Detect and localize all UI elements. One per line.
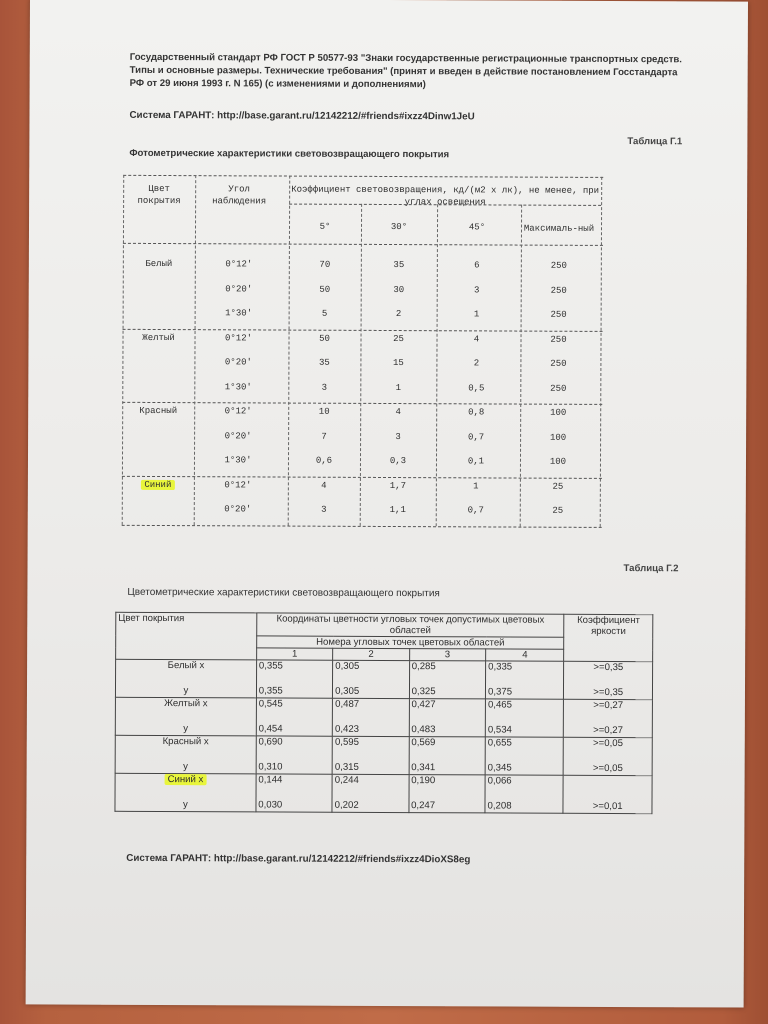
t2-col-bright: Коэффициент яркости [564,614,653,661]
table2-x-value: 0,569 [411,737,436,749]
table-column-rule [122,175,125,525]
t2-body [115,659,653,813]
table2-label: Таблица Г.2 [623,563,679,575]
t1-sub-30: 30° [390,222,408,233]
table2-b1: >=0,05 [593,737,623,750]
table2-cell [409,661,486,699]
table1-cell-v45: 1 [473,480,479,491]
table2-row [115,659,652,699]
table1-color-label: Красный [139,405,178,417]
table2-row-label [115,735,256,774]
table2-x-value: 0,066 [487,775,512,787]
table1-cell-max: 250 [550,285,567,296]
table1-cell-max: 250 [550,358,567,369]
table-column-rule [600,177,603,527]
table2-cell [256,736,333,774]
table1-cell-max: 100 [549,432,567,443]
table2-y-value: 0,305 [335,685,360,697]
table1-cell-v30: 15 [392,358,404,369]
table1-cell-v5: 4 [321,480,327,491]
t2-col-coord: Координаты цветности угловых точек допустимых цветовых областей [257,613,565,637]
document-page [26,0,748,1008]
table2-y-value: 0,423 [334,723,360,735]
table2-label-x: Белый x [167,660,205,672]
table1-cell-v30: 25 [393,333,404,344]
t1-col-coef: Коэффициент световозвращения, кд/(м2 х лк), не менее, при углах освещения [291,184,600,208]
table2-cell [409,737,486,775]
table2-x-value: 0,595 [334,736,360,748]
table2-y-value: 0,208 [487,800,512,812]
table1-cell-angle: 0°20' [224,357,252,368]
table2-y-value: 0,341 [411,762,436,774]
table1-cell-v45: 6 [474,260,480,271]
table2-cell [485,699,564,737]
table1-cell-v5: 35 [318,357,330,368]
table2-cell [256,774,333,812]
photometric-table [122,173,604,525]
table2-x-value: 0,427 [411,699,436,711]
table2-y-value: 0,315 [334,761,359,773]
table1-cell-angle: 1°30' [224,381,252,392]
table2-cell [332,698,409,736]
table1-title: Фотометрические характеристики световозвращающего покрытия [129,147,450,161]
table-rule [122,524,602,527]
table2-row [115,773,652,813]
t1-sub-5: 5° [319,221,331,232]
table2-y-value: 0,483 [411,724,436,736]
table2-cell [409,699,486,737]
table2-row [115,697,652,737]
table1-cell-v30: 1 [395,382,402,393]
table2-x-value: 0,190 [411,775,436,787]
table1-color-label: Белый [145,258,173,270]
table2-y-value: 0,310 [258,761,283,773]
table2-x-value: 0,144 [258,774,283,786]
table2-label-x: Красный x [162,736,209,748]
standard-header-text: Государственный стандарт РФ ГОСТ Р 50577-93 "Знаки государственные регистрационные транспортных средств. Типы и основные размеры. Технические требования" (принят и введен в действие постановлением Госстандарта РФ от 29 июня 1993 г. N 165) (с изменениями и дополнениями) [129,51,683,91]
table1-cell-v5: 3 [321,504,327,515]
table2-y-value: 0,345 [487,762,512,774]
table2-x-value: 0,690 [258,736,283,748]
table2-b1 [566,776,650,787]
table1-cell-v45: 2 [473,358,480,369]
table2-y-value: 0,325 [411,686,436,698]
table2-x-value: 0,355 [258,660,283,672]
table1-cell-v30: 4 [395,407,401,418]
table1-cell-angle: 0°20' [224,430,252,441]
table2-x-value: 0,285 [411,661,436,673]
table1-color-2 [128,406,188,416]
table2-label-y: y [182,799,188,811]
table1-cell-angle: 0°12' [224,332,253,343]
table1-cell-v30: 3 [395,431,401,442]
t1-col-angle: Угол наблюдения [212,184,267,207]
table2-cell [485,775,564,813]
t2-point-1: 1 [256,648,332,660]
table1-cell-v45: 0,1 [467,456,485,467]
table1-cell-max: 25 [552,481,564,492]
table2-b2: >=0,35 [593,686,624,699]
table1-cell-v30: 30 [393,284,405,295]
table2-label-y: y [183,723,189,735]
t2-point-3: 3 [409,649,485,661]
table2-row-label [115,773,256,812]
table2-y-value: 0,454 [258,723,283,735]
table2-b1: >=0,35 [593,661,624,674]
table1-cell-v5: 5 [321,308,328,319]
table2-cell [485,661,564,699]
table1-cell-v45: 4 [473,333,480,344]
table1-cell-v45: 0,7 [467,505,484,516]
table2-cell [409,775,486,813]
table2-row [115,735,652,775]
table2-brightness [564,661,653,699]
table1-cell-v5: 50 [319,333,330,344]
table2-label-x: Желтый x [164,698,208,710]
table2-brightness [564,737,653,775]
t1-col-color: Цвет покрытия [137,183,181,207]
table2-y-value: 0,534 [487,724,512,736]
table2-brightness [563,775,652,813]
table1-cell-max: 25 [552,505,564,516]
table-column-rule [194,175,197,525]
table2-y-value: 0,030 [258,799,283,811]
table2-cell [332,736,409,774]
table1-label: Таблица Г.1 [627,136,683,148]
t1-sub-max: Максималь-ный [523,223,595,234]
table2-x-value: 0,244 [334,774,359,786]
table1-cell-angle: 0°12' [224,479,252,490]
table2-title: Цветометрические характеристики световозвращающего покрытия [127,586,440,600]
table2-x-value: 0,335 [488,661,513,673]
table2-x-value: 0,305 [335,660,360,672]
table1-cell-v5: 0,6 [315,455,333,466]
table1-cell-v30: 0,3 [389,456,407,467]
table2-x-value: 0,465 [487,699,513,711]
table1-cell-angle: 0°20' [224,504,252,515]
table1-cell-angle: 0°12' [224,406,252,417]
table2-cell [332,774,409,812]
table1-cell-angle: 0°20' [225,283,253,294]
table1-cell-angle: 0°12' [225,259,253,270]
table1-cell-max: 100 [549,456,567,467]
table2-label-y: y [183,685,189,697]
table-column-rule [288,176,291,526]
table2-b2: >=0,05 [592,762,623,775]
table1-cell-v5: 50 [319,284,331,295]
table1-cell-v5: 70 [319,259,331,270]
t2-point-2: 2 [333,648,409,660]
table2-cell [256,660,333,698]
table2-x-value: 0,487 [335,698,360,710]
source-link-bottom[interactable]: Система ГАРАНТ: http://base.garant.ru/12142212/#friends#ixzz4DioXS8eg [126,852,471,866]
t2-col-color [116,612,257,660]
table2-b2: >=0,27 [593,724,624,737]
table2-y-value: 0,375 [488,686,513,698]
table1-cell-v45: 3 [474,284,480,295]
table1-cell-v30: 35 [393,260,405,271]
table1-cell-v5: 3 [321,382,328,393]
colorimetric-table [114,612,653,814]
table1-cell-v5: 10 [318,406,330,417]
source-link-top[interactable]: Система ГАРАНТ: http://base.garant.ru/12142212/#friends#ixzz4Dinw1JeU [129,109,475,123]
table1-color-label: Желтый [142,332,175,343]
table1-cell-max: 250 [550,309,567,320]
table1-cell-v45: 0,8 [468,407,485,418]
table2-label-x: Синий x [165,774,207,785]
table1-color-label: Синий [141,479,174,489]
table2-brightness [564,699,653,737]
table2-cell [256,698,333,736]
table1-color-0 [129,259,189,269]
table1-cell-max: 250 [550,260,567,271]
table1-cell-angle: 1°30' [224,455,252,466]
table1-cell-v30: 1,1 [389,505,406,516]
table1-cell-v30: 2 [395,309,402,320]
t2-col-color-text: Цвет покрытия [118,612,185,625]
table1-cell-v5: 7 [321,431,327,442]
table2-row-label [115,659,256,698]
t1-sub-45: 45° [468,222,486,233]
table1-cell-v45: 0,7 [467,431,485,442]
table2-y-value: 0,247 [411,800,436,812]
t2-col-points: Номера угловых точек цветовых областей [256,636,564,649]
table1-cell-v30: 1,7 [389,480,406,491]
table1-cell-angle: 1°30' [225,308,253,319]
table1-color-3 [128,479,188,489]
table2-x-value: 0,545 [258,698,283,710]
table1-cell-v45: 1 [473,309,480,320]
table1-cell-v45: 0,5 [468,382,485,393]
table1-color-1 [129,332,189,342]
table2-cell [333,660,410,698]
table2-label-y: y [183,761,188,773]
t2-point-4: 4 [486,649,564,661]
table2-b1: >=0,27 [593,699,624,712]
table2-cell [485,737,564,775]
table1-cell-max: 250 [550,334,567,345]
table1-cell-max: 100 [550,407,567,418]
table2-y-value: 0,202 [334,799,359,811]
table2-b2: >=0,01 [592,800,623,813]
table2-y-value: 0,355 [258,685,283,697]
table2-row-label [115,697,256,736]
table2-x-value: 0,655 [487,737,512,749]
table1-cell-max: 250 [550,383,567,394]
